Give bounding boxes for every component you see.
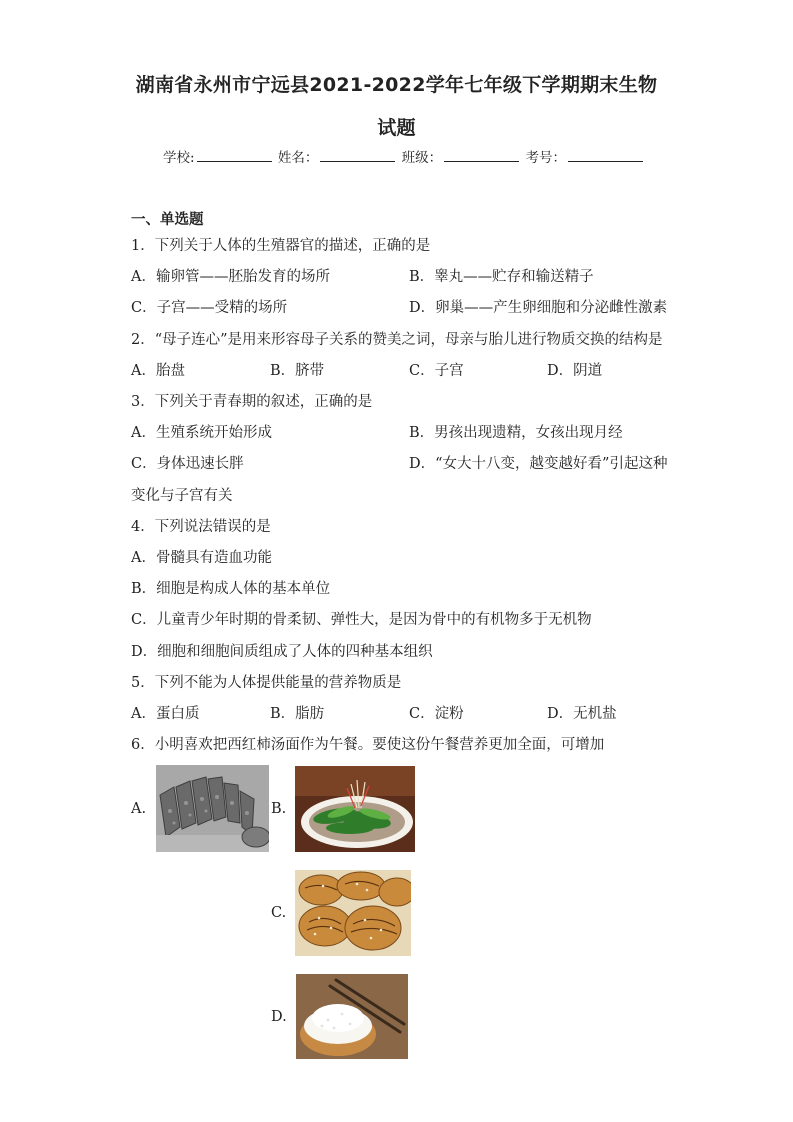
- option-b[interactable]: B．脂肪: [270, 706, 325, 722]
- bread-image[interactable]: [156, 765, 269, 852]
- option-d[interactable]: D．“女大十八变，越变越好看”引起这种: [409, 456, 668, 472]
- option-c[interactable]: C．身体迅速长胖: [131, 456, 244, 472]
- option-c-label[interactable]: C.: [271, 905, 287, 921]
- page-title-line2: 试题: [377, 117, 416, 139]
- option-a-label[interactable]: A.: [131, 801, 147, 817]
- option-b[interactable]: B．细胞是构成人体的基本单位: [131, 581, 331, 597]
- option-a[interactable]: A．骨髓具有造血功能: [131, 550, 272, 566]
- option-d[interactable]: D．卵巢——产生卵细胞和分泌雌性激素: [409, 300, 668, 316]
- school-blank[interactable]: [197, 148, 272, 162]
- class-blank[interactable]: [444, 148, 519, 162]
- option-b[interactable]: B．男孩出现遗精，女孩出现月经: [409, 425, 623, 441]
- option-a[interactable]: A．胎盘: [131, 363, 185, 379]
- option-a[interactable]: A．蛋白质: [131, 706, 200, 722]
- page-title: 湖南省永州市宁远县2021-2022学年七年级下学期期末生物: [135, 74, 658, 96]
- option-d[interactable]: D．细胞和细胞间质组成了人体的四种基本组织: [131, 644, 433, 660]
- question-stem: 1．下列关于人体的生殖器官的描述，正确的是: [131, 238, 431, 254]
- option-b-label[interactable]: B.: [271, 801, 287, 817]
- name-label: 姓名：: [277, 150, 319, 166]
- exam-number-blank[interactable]: [568, 148, 643, 162]
- class-label: 班级：: [401, 150, 443, 166]
- question-stem: 5．下列不能为人体提供能量的营养物质是: [131, 675, 402, 691]
- question-stem: 2．“母子连心”是用来形容母子关系的赞美之词，母亲与胎儿进行物质交换的结构是: [131, 332, 663, 348]
- rice-bowl-image[interactable]: [296, 974, 408, 1059]
- sesame-bun-image[interactable]: [295, 870, 411, 956]
- option-a[interactable]: A．生殖系统开始形成: [131, 425, 272, 441]
- name-blank[interactable]: [320, 148, 395, 162]
- question-stem: 4．下列说法错误的是: [131, 519, 271, 535]
- school-label: 学校:: [163, 150, 195, 166]
- option-b[interactable]: B．睾丸——贮存和输送精子: [409, 269, 594, 285]
- option-d-label[interactable]: D.: [271, 1009, 287, 1025]
- vegetable-dish-image[interactable]: [295, 766, 415, 852]
- option-c[interactable]: C．淀粉: [409, 706, 464, 722]
- option-d[interactable]: D．无机盐: [547, 706, 617, 722]
- question-stem: 3．下列关于青春期的叙述，正确的是: [131, 394, 373, 410]
- option-c[interactable]: C．子宫: [409, 363, 464, 379]
- option-a[interactable]: A．输卵管——胚胎发育的场所: [131, 269, 330, 285]
- option-c[interactable]: C．子宫——受精的场所: [131, 300, 288, 316]
- option-b[interactable]: B．脐带: [270, 363, 325, 379]
- student-info-fields: [163, 146, 645, 166]
- section-heading: 一、单选题: [131, 212, 204, 228]
- option-c[interactable]: C．儿童青少年时期的骨柔韧、弹性大，是因为骨中的有机物多于无机物: [131, 612, 592, 628]
- option-d-continuation: 变化与子宫有关: [131, 488, 233, 504]
- option-d[interactable]: D．阴道: [547, 363, 603, 379]
- exam-number-label: 考号：: [525, 150, 566, 166]
- question-stem: 6．小明喜欢把西红柿汤面作为午餐。要使这份午餐营养更加全面，可增加: [131, 737, 605, 753]
